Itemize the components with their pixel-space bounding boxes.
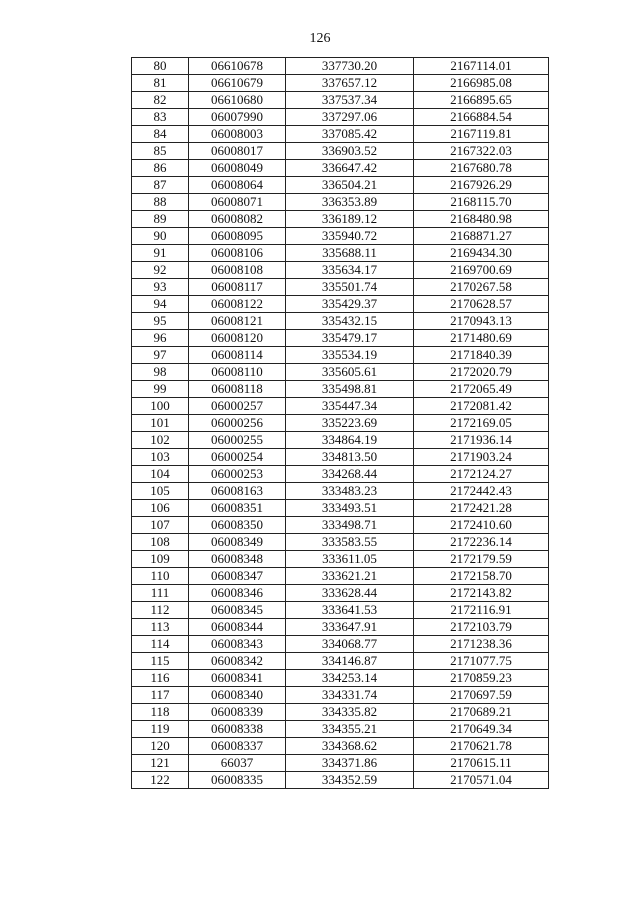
x-coordinate-cell: 333583.55 bbox=[286, 534, 414, 551]
table-row bbox=[132, 330, 549, 347]
table-row bbox=[132, 58, 549, 75]
point-id-cell: 06008345 bbox=[189, 602, 286, 619]
table-row bbox=[132, 143, 549, 160]
table-row bbox=[132, 449, 549, 466]
row-index-cell: 92 bbox=[132, 262, 189, 279]
table-row bbox=[132, 568, 549, 585]
point-id-cell: 06008343 bbox=[189, 636, 286, 653]
row-index-cell: 94 bbox=[132, 296, 189, 313]
y-coordinate-cell: 2166985.08 bbox=[414, 75, 549, 92]
row-index-cell: 102 bbox=[132, 432, 189, 449]
point-id-cell: 06008340 bbox=[189, 687, 286, 704]
point-id-cell: 06008120 bbox=[189, 330, 286, 347]
table-row bbox=[132, 92, 549, 109]
row-index-cell: 99 bbox=[132, 381, 189, 398]
row-index-cell: 116 bbox=[132, 670, 189, 687]
point-id-cell: 06610679 bbox=[189, 75, 286, 92]
x-coordinate-cell: 335634.17 bbox=[286, 262, 414, 279]
y-coordinate-cell: 2170615.11 bbox=[414, 755, 549, 772]
x-coordinate-cell: 336504.21 bbox=[286, 177, 414, 194]
point-id-cell: 06008342 bbox=[189, 653, 286, 670]
x-coordinate-cell: 335447.34 bbox=[286, 398, 414, 415]
table-row bbox=[132, 772, 549, 789]
x-coordinate-cell: 337537.34 bbox=[286, 92, 414, 109]
table-row bbox=[132, 279, 549, 296]
y-coordinate-cell: 2172158.70 bbox=[414, 568, 549, 585]
table-row bbox=[132, 432, 549, 449]
point-id-cell: 06008348 bbox=[189, 551, 286, 568]
table-body bbox=[132, 58, 549, 789]
y-coordinate-cell: 2170689.21 bbox=[414, 704, 549, 721]
row-index-cell: 111 bbox=[132, 585, 189, 602]
x-coordinate-cell: 334146.87 bbox=[286, 653, 414, 670]
row-index-cell: 109 bbox=[132, 551, 189, 568]
x-coordinate-cell: 337730.20 bbox=[286, 58, 414, 75]
x-coordinate-cell: 334253.14 bbox=[286, 670, 414, 687]
table-row bbox=[132, 296, 549, 313]
y-coordinate-cell: 2170649.34 bbox=[414, 721, 549, 738]
table-row bbox=[132, 160, 549, 177]
point-id-cell: 06008114 bbox=[189, 347, 286, 364]
y-coordinate-cell: 2168115.70 bbox=[414, 194, 549, 211]
y-coordinate-cell: 2172116.91 bbox=[414, 602, 549, 619]
table-row bbox=[132, 500, 549, 517]
page-number: 126 bbox=[309, 31, 331, 46]
table-row bbox=[132, 483, 549, 500]
point-id-cell: 06008117 bbox=[189, 279, 286, 296]
table-row bbox=[132, 245, 549, 262]
point-id-cell: 06000255 bbox=[189, 432, 286, 449]
table-row bbox=[132, 755, 549, 772]
y-coordinate-cell: 2170621.78 bbox=[414, 738, 549, 755]
row-index-cell: 110 bbox=[132, 568, 189, 585]
x-coordinate-cell: 337085.42 bbox=[286, 126, 414, 143]
row-index-cell: 96 bbox=[132, 330, 189, 347]
point-id-cell: 06008106 bbox=[189, 245, 286, 262]
point-id-cell: 06008337 bbox=[189, 738, 286, 755]
point-id-cell: 06008341 bbox=[189, 670, 286, 687]
point-id-cell: 06008003 bbox=[189, 126, 286, 143]
row-index-cell: 113 bbox=[132, 619, 189, 636]
y-coordinate-cell: 2168480.98 bbox=[414, 211, 549, 228]
table-row bbox=[132, 211, 549, 228]
y-coordinate-cell: 2167114.01 bbox=[414, 58, 549, 75]
row-index-cell: 87 bbox=[132, 177, 189, 194]
row-index-cell: 89 bbox=[132, 211, 189, 228]
row-index-cell: 101 bbox=[132, 415, 189, 432]
table-row bbox=[132, 687, 549, 704]
y-coordinate-cell: 2167926.29 bbox=[414, 177, 549, 194]
y-coordinate-cell: 2169434.30 bbox=[414, 245, 549, 262]
y-coordinate-cell: 2172124.27 bbox=[414, 466, 549, 483]
row-index-cell: 103 bbox=[132, 449, 189, 466]
row-index-cell: 120 bbox=[132, 738, 189, 755]
row-index-cell: 90 bbox=[132, 228, 189, 245]
x-coordinate-cell: 336903.52 bbox=[286, 143, 414, 160]
y-coordinate-cell: 2170697.59 bbox=[414, 687, 549, 704]
point-id-cell: 06008082 bbox=[189, 211, 286, 228]
y-coordinate-cell: 2171903.24 bbox=[414, 449, 549, 466]
row-index-cell: 83 bbox=[132, 109, 189, 126]
row-index-cell: 82 bbox=[132, 92, 189, 109]
row-index-cell: 97 bbox=[132, 347, 189, 364]
point-id-cell: 06008017 bbox=[189, 143, 286, 160]
point-id-cell: 06008049 bbox=[189, 160, 286, 177]
row-index-cell: 85 bbox=[132, 143, 189, 160]
row-index-cell: 122 bbox=[132, 772, 189, 789]
y-coordinate-cell: 2172421.28 bbox=[414, 500, 549, 517]
point-id-cell: 06008071 bbox=[189, 194, 286, 211]
x-coordinate-cell: 335479.17 bbox=[286, 330, 414, 347]
row-index-cell: 84 bbox=[132, 126, 189, 143]
x-coordinate-cell: 333493.51 bbox=[286, 500, 414, 517]
coordinates-table bbox=[131, 57, 549, 789]
x-coordinate-cell: 334335.82 bbox=[286, 704, 414, 721]
point-id-cell: 06008122 bbox=[189, 296, 286, 313]
point-id-cell: 06008118 bbox=[189, 381, 286, 398]
x-coordinate-cell: 335432.15 bbox=[286, 313, 414, 330]
x-coordinate-cell: 335223.69 bbox=[286, 415, 414, 432]
y-coordinate-cell: 2170571.04 bbox=[414, 772, 549, 789]
y-coordinate-cell: 2167680.78 bbox=[414, 160, 549, 177]
x-coordinate-cell: 334813.50 bbox=[286, 449, 414, 466]
row-index-cell: 119 bbox=[132, 721, 189, 738]
row-index-cell: 107 bbox=[132, 517, 189, 534]
y-coordinate-cell: 2171480.69 bbox=[414, 330, 549, 347]
y-coordinate-cell: 2166884.54 bbox=[414, 109, 549, 126]
y-coordinate-cell: 2170628.57 bbox=[414, 296, 549, 313]
y-coordinate-cell: 2172143.82 bbox=[414, 585, 549, 602]
x-coordinate-cell: 334068.77 bbox=[286, 636, 414, 653]
table-row bbox=[132, 636, 549, 653]
row-index-cell: 106 bbox=[132, 500, 189, 517]
point-id-cell: 06008163 bbox=[189, 483, 286, 500]
x-coordinate-cell: 333498.71 bbox=[286, 517, 414, 534]
point-id-cell: 06008347 bbox=[189, 568, 286, 585]
row-index-cell: 88 bbox=[132, 194, 189, 211]
table-row bbox=[132, 670, 549, 687]
y-coordinate-cell: 2171936.14 bbox=[414, 432, 549, 449]
table-row bbox=[132, 75, 549, 92]
point-id-cell: 06000254 bbox=[189, 449, 286, 466]
x-coordinate-cell: 334864.19 bbox=[286, 432, 414, 449]
row-index-cell: 98 bbox=[132, 364, 189, 381]
table-row bbox=[132, 398, 549, 415]
y-coordinate-cell: 2169700.69 bbox=[414, 262, 549, 279]
x-coordinate-cell: 334368.62 bbox=[286, 738, 414, 755]
point-id-cell: 06610680 bbox=[189, 92, 286, 109]
point-id-cell: 06000253 bbox=[189, 466, 286, 483]
row-index-cell: 108 bbox=[132, 534, 189, 551]
table-row bbox=[132, 364, 549, 381]
table-row bbox=[132, 177, 549, 194]
y-coordinate-cell: 2172410.60 bbox=[414, 517, 549, 534]
table-row bbox=[132, 585, 549, 602]
table-row bbox=[132, 517, 549, 534]
point-id-cell: 06008335 bbox=[189, 772, 286, 789]
x-coordinate-cell: 333621.21 bbox=[286, 568, 414, 585]
point-id-cell: 06008344 bbox=[189, 619, 286, 636]
x-coordinate-cell: 335534.19 bbox=[286, 347, 414, 364]
table-row bbox=[132, 738, 549, 755]
table-row bbox=[132, 228, 549, 245]
y-coordinate-cell: 2171238.36 bbox=[414, 636, 549, 653]
row-index-cell: 121 bbox=[132, 755, 189, 772]
x-coordinate-cell: 335501.74 bbox=[286, 279, 414, 296]
point-id-cell: 06008064 bbox=[189, 177, 286, 194]
row-index-cell: 104 bbox=[132, 466, 189, 483]
row-index-cell: 114 bbox=[132, 636, 189, 653]
y-coordinate-cell: 2166895.65 bbox=[414, 92, 549, 109]
y-coordinate-cell: 2170859.23 bbox=[414, 670, 549, 687]
x-coordinate-cell: 334268.44 bbox=[286, 466, 414, 483]
table-row bbox=[132, 466, 549, 483]
y-coordinate-cell: 2171077.75 bbox=[414, 653, 549, 670]
x-coordinate-cell: 336647.42 bbox=[286, 160, 414, 177]
x-coordinate-cell: 335940.72 bbox=[286, 228, 414, 245]
x-coordinate-cell: 337297.06 bbox=[286, 109, 414, 126]
x-coordinate-cell: 335605.61 bbox=[286, 364, 414, 381]
x-coordinate-cell: 334371.86 bbox=[286, 755, 414, 772]
y-coordinate-cell: 2172081.42 bbox=[414, 398, 549, 415]
x-coordinate-cell: 333483.23 bbox=[286, 483, 414, 500]
x-coordinate-cell: 335429.37 bbox=[286, 296, 414, 313]
y-coordinate-cell: 2170267.58 bbox=[414, 279, 549, 296]
table-row bbox=[132, 194, 549, 211]
y-coordinate-cell: 2172442.43 bbox=[414, 483, 549, 500]
row-index-cell: 105 bbox=[132, 483, 189, 500]
x-coordinate-cell: 333641.53 bbox=[286, 602, 414, 619]
row-index-cell: 91 bbox=[132, 245, 189, 262]
x-coordinate-cell: 335498.81 bbox=[286, 381, 414, 398]
row-index-cell: 112 bbox=[132, 602, 189, 619]
row-index-cell: 81 bbox=[132, 75, 189, 92]
table-row bbox=[132, 534, 549, 551]
x-coordinate-cell: 333647.91 bbox=[286, 619, 414, 636]
point-id-cell: 06008108 bbox=[189, 262, 286, 279]
point-id-cell: 06000257 bbox=[189, 398, 286, 415]
point-id-cell: 66037 bbox=[189, 755, 286, 772]
y-coordinate-cell: 2171840.39 bbox=[414, 347, 549, 364]
y-coordinate-cell: 2167322.03 bbox=[414, 143, 549, 160]
table-row bbox=[132, 381, 549, 398]
x-coordinate-cell: 336189.12 bbox=[286, 211, 414, 228]
table-row bbox=[132, 262, 549, 279]
row-index-cell: 86 bbox=[132, 160, 189, 177]
row-index-cell: 117 bbox=[132, 687, 189, 704]
table-row bbox=[132, 126, 549, 143]
table-row bbox=[132, 313, 549, 330]
point-id-cell: 06008346 bbox=[189, 585, 286, 602]
y-coordinate-cell: 2170943.13 bbox=[414, 313, 549, 330]
y-coordinate-cell: 2172020.79 bbox=[414, 364, 549, 381]
point-id-cell: 06008350 bbox=[189, 517, 286, 534]
table-row bbox=[132, 347, 549, 364]
table-row bbox=[132, 551, 549, 568]
point-id-cell: 06008110 bbox=[189, 364, 286, 381]
point-id-cell: 06008121 bbox=[189, 313, 286, 330]
y-coordinate-cell: 2168871.27 bbox=[414, 228, 549, 245]
point-id-cell: 06008095 bbox=[189, 228, 286, 245]
point-id-cell: 06008349 bbox=[189, 534, 286, 551]
row-index-cell: 95 bbox=[132, 313, 189, 330]
y-coordinate-cell: 2172065.49 bbox=[414, 381, 549, 398]
row-index-cell: 100 bbox=[132, 398, 189, 415]
row-index-cell: 93 bbox=[132, 279, 189, 296]
y-coordinate-cell: 2172103.79 bbox=[414, 619, 549, 636]
point-id-cell: 06610678 bbox=[189, 58, 286, 75]
y-coordinate-cell: 2167119.81 bbox=[414, 126, 549, 143]
x-coordinate-cell: 334355.21 bbox=[286, 721, 414, 738]
point-id-cell: 06007990 bbox=[189, 109, 286, 126]
x-coordinate-cell: 336353.89 bbox=[286, 194, 414, 211]
table-row bbox=[132, 415, 549, 432]
y-coordinate-cell: 2172169.05 bbox=[414, 415, 549, 432]
x-coordinate-cell: 334331.74 bbox=[286, 687, 414, 704]
x-coordinate-cell: 333611.05 bbox=[286, 551, 414, 568]
table-row bbox=[132, 704, 549, 721]
x-coordinate-cell: 334352.59 bbox=[286, 772, 414, 789]
x-coordinate-cell: 337657.12 bbox=[286, 75, 414, 92]
point-id-cell: 06008351 bbox=[189, 500, 286, 517]
y-coordinate-cell: 2172179.59 bbox=[414, 551, 549, 568]
y-coordinate-cell: 2172236.14 bbox=[414, 534, 549, 551]
point-id-cell: 06008338 bbox=[189, 721, 286, 738]
table-row bbox=[132, 109, 549, 126]
table-row bbox=[132, 653, 549, 670]
table-row bbox=[132, 721, 549, 738]
row-index-cell: 115 bbox=[132, 653, 189, 670]
x-coordinate-cell: 333628.44 bbox=[286, 585, 414, 602]
x-coordinate-cell: 335688.11 bbox=[286, 245, 414, 262]
row-index-cell: 118 bbox=[132, 704, 189, 721]
table-row bbox=[132, 602, 549, 619]
point-id-cell: 06000256 bbox=[189, 415, 286, 432]
table-row bbox=[132, 619, 549, 636]
point-id-cell: 06008339 bbox=[189, 704, 286, 721]
row-index-cell: 80 bbox=[132, 58, 189, 75]
